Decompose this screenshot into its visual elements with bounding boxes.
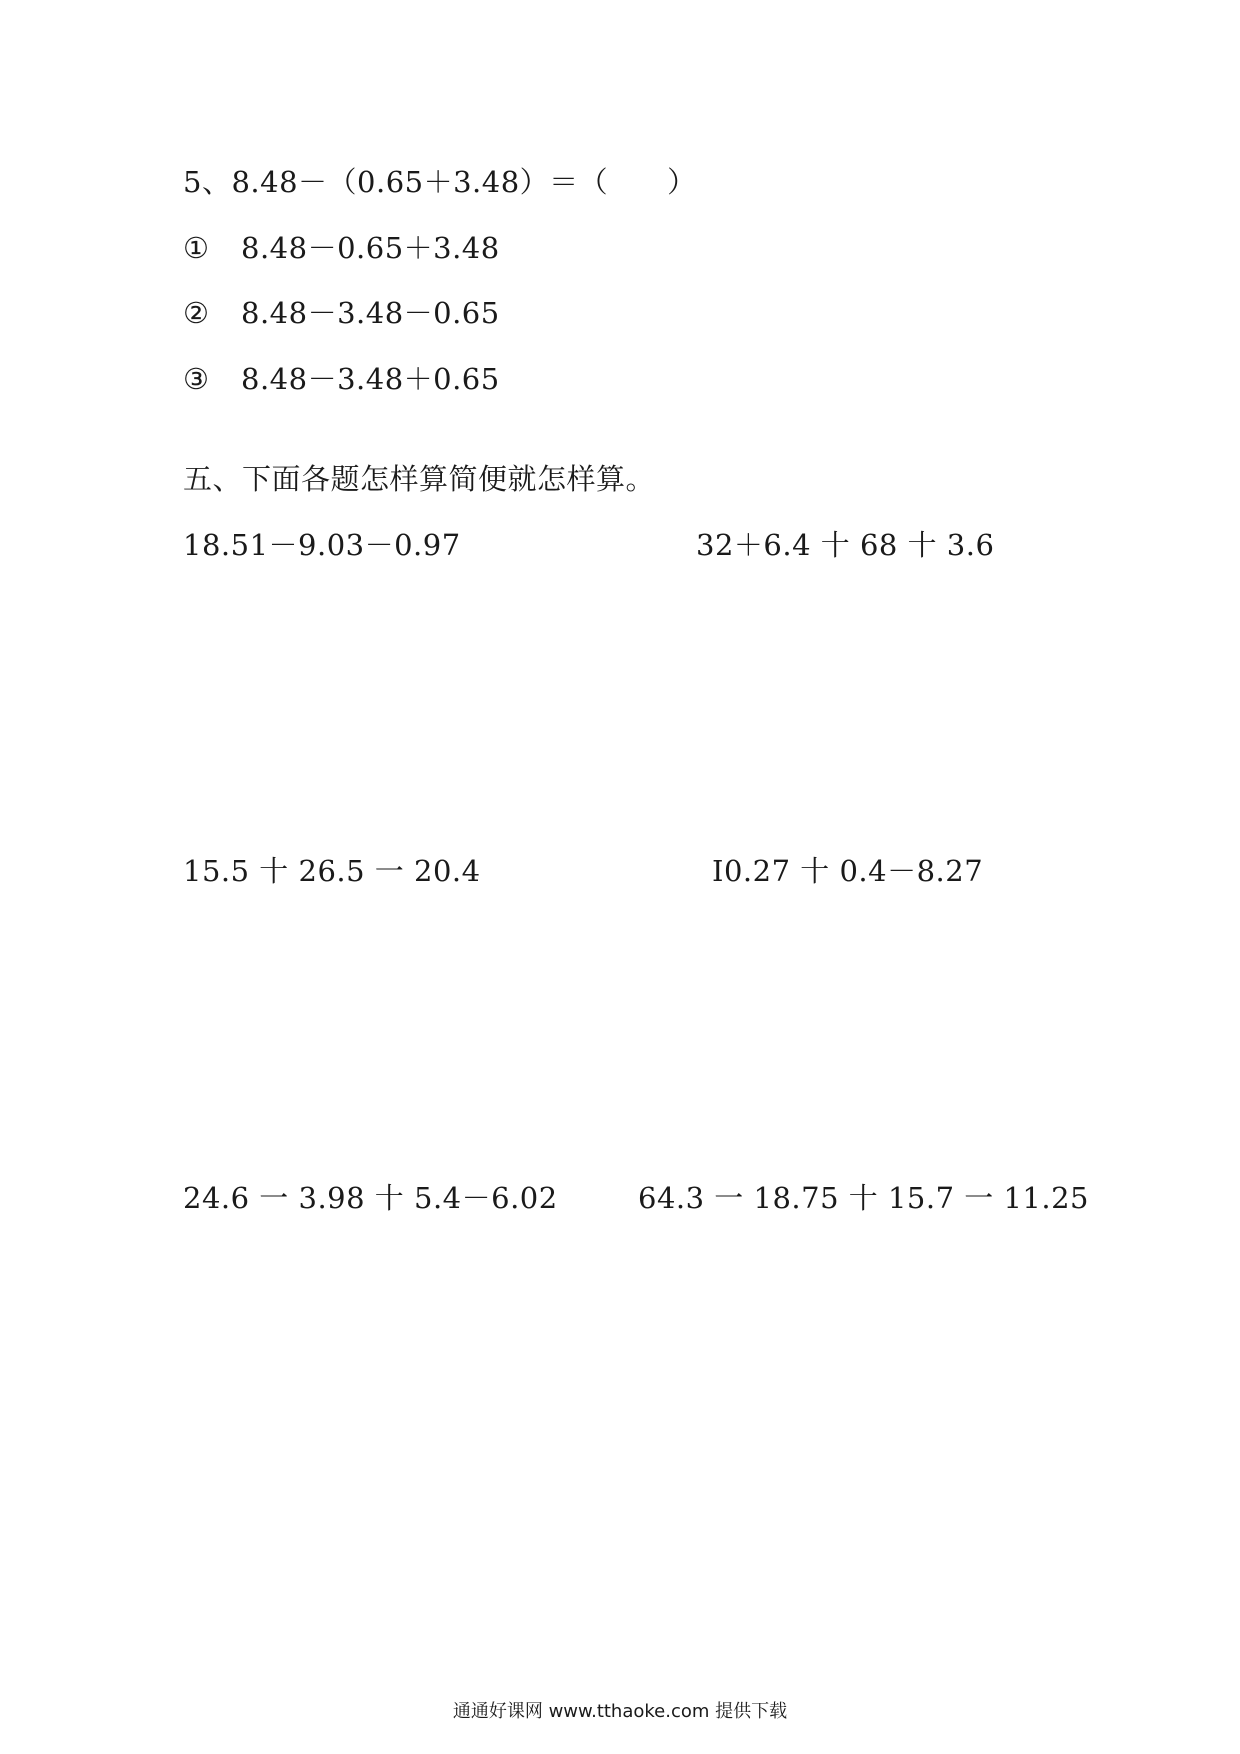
option-2	[183, 295, 500, 331]
problem-4: I0.27 十 0.4－8.27	[712, 854, 984, 888]
option-1	[183, 230, 500, 266]
option-3	[183, 361, 500, 397]
option-3-text: 8.48－3.48＋0.65	[241, 362, 500, 396]
problem-3: 15.5 十 26.5 一 20.4	[183, 854, 481, 888]
footer-credit: 通通好课网 www.tthaoke.com 提供下载	[452, 1701, 788, 1722]
option-1-text: 8.48－0.65＋3.48	[241, 231, 500, 265]
problem-6: 64.3 一 18.75 十 15.7 一 11.25	[638, 1181, 1089, 1215]
problem-1: 18.51－9.03－0.97	[183, 528, 461, 562]
section-5-heading: 五、下面各题怎样算简便就怎样算。	[183, 462, 656, 496]
problem-5: 24.6 一 3.98 十 5.4－6.02	[183, 1181, 558, 1215]
problem-2: 32＋6.4 十 68 十 3.6	[696, 528, 995, 562]
question-5-stem: 5、8.48－（0.65＋3.48）＝（ ）	[183, 165, 697, 199]
option-1-mark: ①	[183, 231, 210, 265]
option-2-mark: ②	[183, 296, 210, 330]
option-3-mark: ③	[183, 362, 210, 396]
option-2-text: 8.48－3.48－0.65	[241, 296, 500, 330]
